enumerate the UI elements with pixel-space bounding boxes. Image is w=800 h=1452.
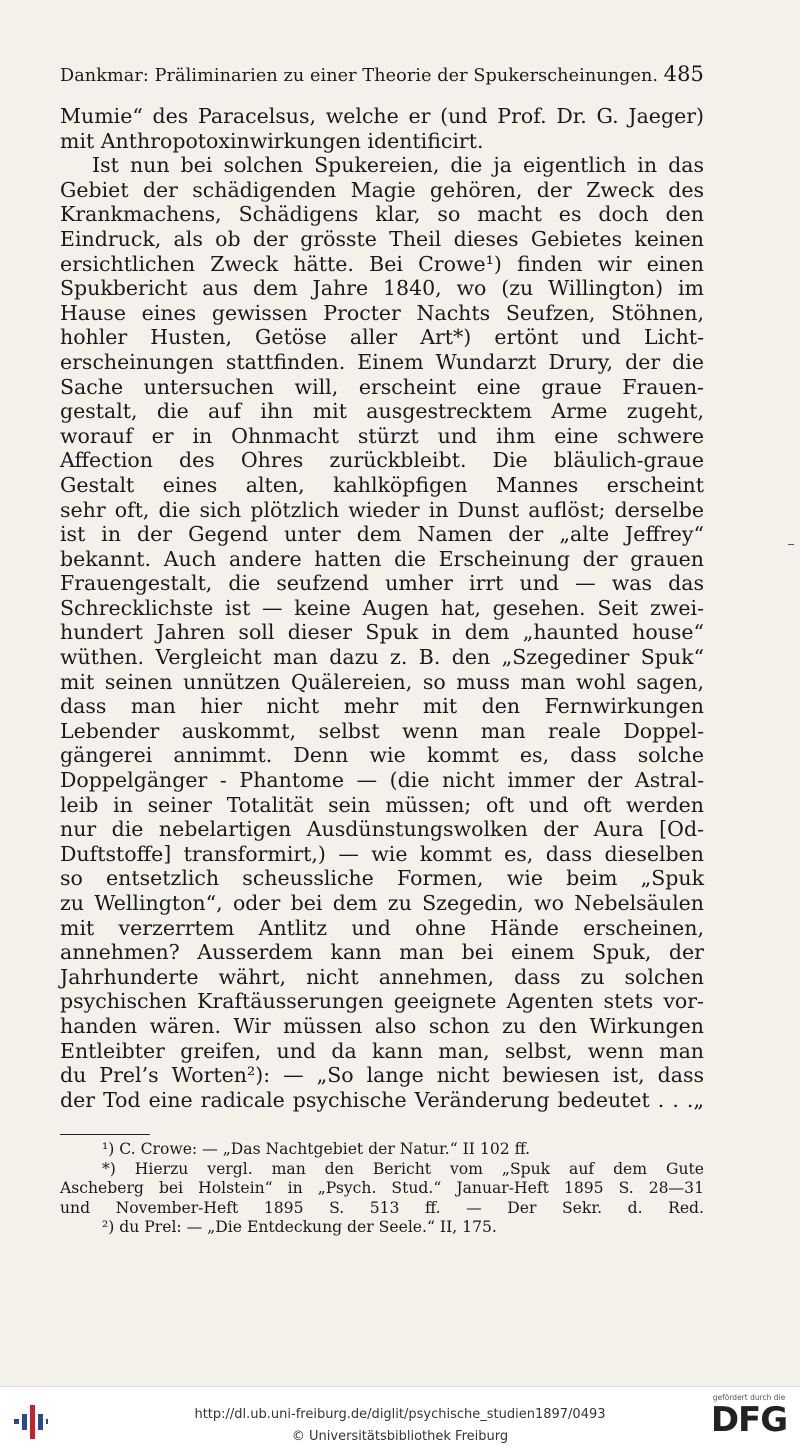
text-line: nur die nebelartigen Ausdünstungswolken der Aura [Od- — [60, 817, 704, 842]
text-line: annehmen? Ausserdem kann man bei einem Spuk, der — [60, 940, 704, 965]
text-line: gestalt, die auf ihn mit ausgestrecktem Arme zugeht, — [60, 399, 704, 424]
text-line: Doppelgänger - Phantome — (die nicht immer der Astral- — [60, 768, 704, 793]
text-line: zu Wellington“, oder bei dem zu Szegedin, wo Nebelsäulen — [60, 891, 704, 915]
text-line: Jahrhunderte währt, nicht annehmen, dass zu solchen — [60, 964, 704, 989]
footnote-line: ¹) C. Crowe: — „Das Nachtgebiet der Natur.“ II 102 ff. — [102, 1140, 531, 1158]
running-header — [60, 62, 704, 92]
text-line: Eindruck, als ob der grösste Theil dieses Gebietes keinen — [60, 226, 704, 251]
text-line: Gebiet der schädigenden Magie gehören, der Zweck des — [60, 177, 704, 202]
text-line: so entsetzlich scheussliche Formen, wie beim „Spuk — [60, 866, 704, 891]
text-line: dass man hier nicht mehr mit den Fernwirkungen — [60, 694, 704, 719]
text-line: Ist nun bei solchen Spukereien, die ja eigentlich in das — [92, 153, 704, 178]
text-line: Spukbericht aus dem Jahre 1840, wo (zu Willington) im — [60, 276, 704, 301]
viewer-footer — [0, 1386, 800, 1452]
text-line: du Prel’s Worten²): — „So lange nicht bewiesen ist, dass — [60, 1063, 704, 1088]
text-line: Gestalt eines alten, kahlköpfigen Mannes erscheint — [60, 472, 704, 497]
text-line: der Tod eine radicale psychische Veränderung bedeutet . . .„ — [60, 1087, 704, 1112]
text-line: wüthen. Vergleicht man dazu z. B. den „Szegediner Spuk“ — [60, 645, 704, 670]
copyright-notice: © Universitätsbibliothek Freiburg — [291, 1429, 509, 1444]
page-number: 485 — [663, 62, 704, 86]
text-line: Hause eines gewissen Procter Nachts Seufzen, Stöhnen, — [60, 300, 704, 325]
text-line: Duftstoffe] transformirt,) — wie kommt es, dass dieselben — [60, 841, 704, 866]
permalink-url[interactable]: http://dl.ub.uni-freiburg.de/diglit/psychische_studien1897/0493 — [194, 1407, 606, 1422]
text-line: mit Anthropotoxinwirkungen identificirt. — [60, 128, 484, 153]
footnote-line: und November-Heft 1895 S. 513 ff. — Der Sekr. d. Red. — [60, 1198, 704, 1217]
text-line: Affection des Ohres zurückbleibt. Die bläulich-graue — [60, 448, 704, 473]
dfg-sponsor — [708, 1393, 790, 1447]
dfg-logo: DFG — [710, 1400, 788, 1440]
text-line: psychischen Kraftäusserungen geeignete Agenten stets vor- — [60, 989, 704, 1014]
text-line: mit verzerrtem Antlitz und ohne Hände erscheinen, — [60, 915, 704, 940]
text-line: Krankmachens, Schädigens klar, so macht es doch den — [60, 202, 704, 227]
body-text — [60, 104, 704, 1112]
text-line: mit seinen unnützen Quälereien, so muss man wohl sagen, — [60, 669, 704, 694]
text-line: worauf er in Ohnmacht stürzt und ihm eine schwere — [60, 423, 704, 448]
text-line: gängerei annimmt. Denn wie kommt es, dass solche — [60, 743, 704, 768]
text-line: sehr oft, die sich plötzlich wieder in Dunst auflöst; derselbe — [60, 497, 704, 522]
footnote-line: *) Hierzu vergl. man den Bericht vom „Spuk auf dem Gute — [102, 1159, 704, 1178]
footnote-line: ²) du Prel: — „Die Entdeckung der Seele.“ II, 175. — [102, 1218, 497, 1236]
text-line: handen wären. Wir müssen also schon zu den Wirkungen — [60, 1013, 704, 1038]
sponsor-note: gefördert durch die — [712, 1393, 786, 1402]
text-line: Entleibter greifen, und da kann man, selbst, wenn man — [60, 1038, 704, 1063]
text-line: hundert Jahren soll dieser Spuk in dem „haunted house“ — [60, 620, 704, 645]
text-line: Mumie“ des Paracelsus, welche er (und Prof. Dr. G. Jaeger) — [60, 104, 704, 128]
text-line: ersichtlichen Zweck hätte. Bei Crowe¹) finden wir einen — [60, 251, 704, 276]
text-line: bekannt. Auch andere hatten die Erscheinung der grauen — [60, 546, 704, 571]
text-line: Frauengestalt, die seufzend umher irrt und — was das — [60, 571, 704, 596]
text-line: Lebender auskommt, selbst wenn man reale Doppel- — [60, 718, 704, 743]
text-line: Sache untersuchen will, erscheint eine graue Frauen- — [60, 374, 704, 399]
footnote-line: Ascheberg bei Holstein“ in „Psych. Stud.“ Januar-Heft 1895 S. 28—31 — [60, 1179, 704, 1197]
text-line: hohler Husten, Getöse aller Art*) ertönt und Licht- — [60, 325, 704, 350]
text-line: erscheinungen stattfinden. Einem Wundarzt Drury, der die — [60, 349, 704, 374]
header-title: Dankmar: Präliminarien zu einer Theorie der Spukerscheinungen. — [60, 66, 659, 86]
margin-mark — [788, 544, 794, 545]
footnote-divider — [60, 1134, 150, 1135]
footnotes — [60, 1140, 704, 1238]
text-line: Schrecklichste ist — keine Augen hat, gesehen. Seit zwei- — [60, 595, 704, 620]
text-line: leib in seiner Totalität sein müssen; oft und oft werden — [60, 792, 704, 817]
text-line: ist in der Gegend unter dem Namen der „alte Jeffrey“ — [60, 522, 704, 547]
